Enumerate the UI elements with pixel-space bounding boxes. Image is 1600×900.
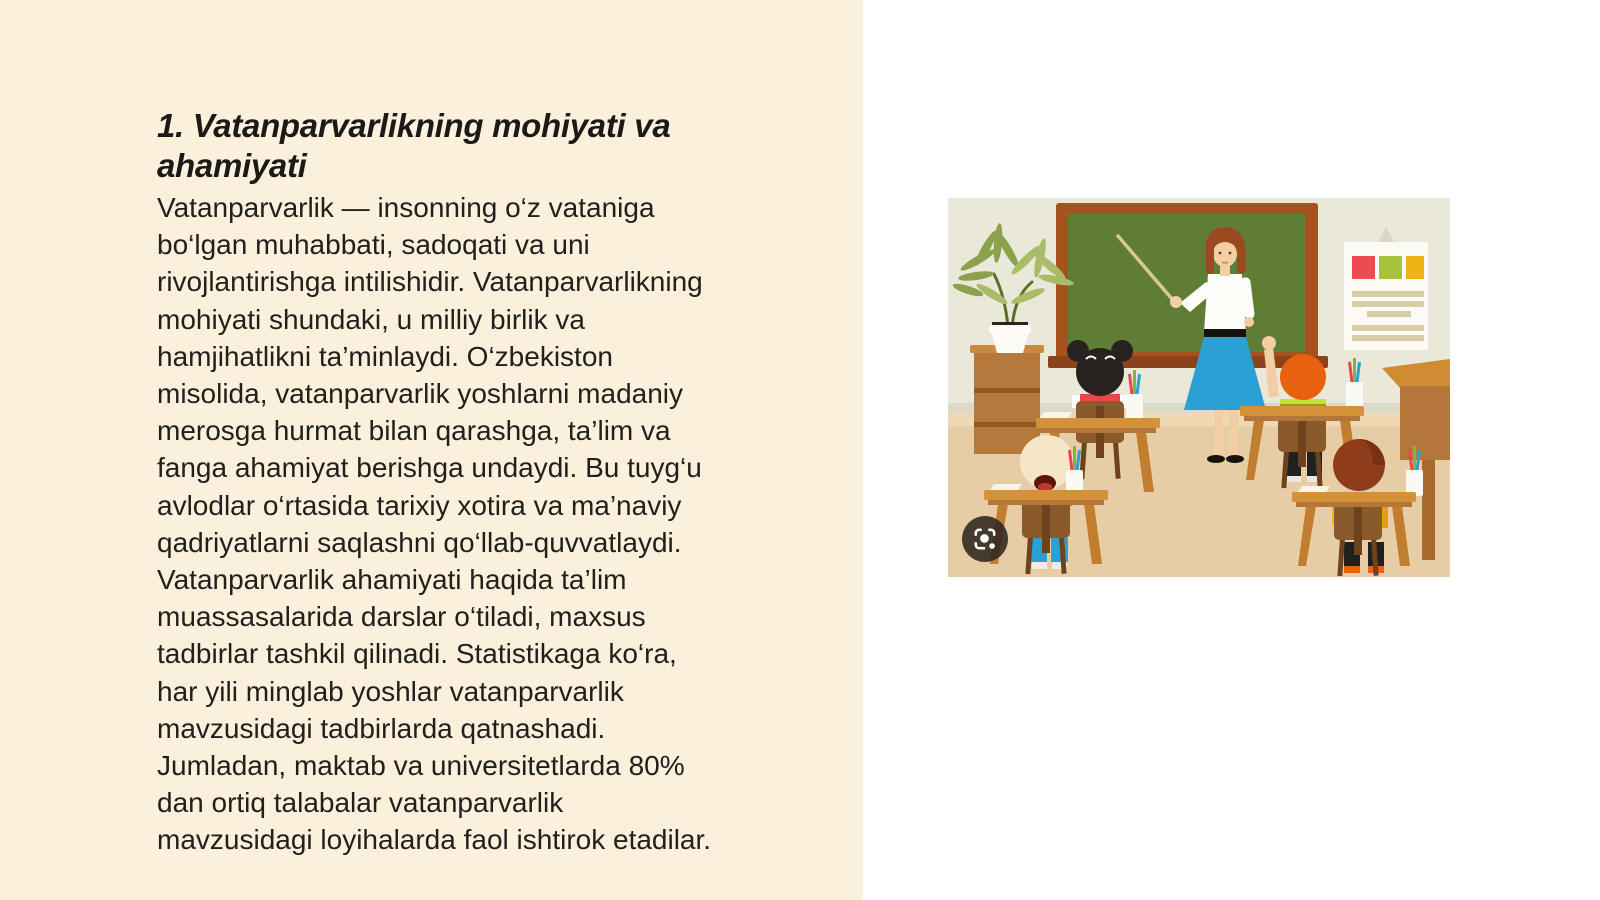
body-line: Jumladan, maktab va universitetlarda 80% <box>157 750 685 782</box>
body-line: qadriyatlarni saqlashni qo‘llab-quvvatlaydi. <box>157 526 682 558</box>
google-lens-button[interactable] <box>962 516 1008 562</box>
body-line: merosga hurmat bilan qarashga, ta’lim va <box>157 415 671 447</box>
cabinet <box>970 345 1044 454</box>
body-text <box>157 189 857 859</box>
title-line-2: ahamiyati <box>157 147 307 184</box>
body-line: mavzusidagi loyihalarda faol ishtirok etadilar. <box>157 824 712 856</box>
body-line: avlodlar o‘rtasida tarixiy xotira va ma’naviy <box>157 489 682 521</box>
body-line: Vatanparvarlik ahamiyati haqida ta’lim <box>157 564 627 596</box>
classroom-scene-image <box>948 198 1450 577</box>
classroom-illustration <box>948 198 1450 577</box>
title-line-1: 1. Vatanparvarlikning mohiyati va <box>157 107 671 144</box>
body-line: hamjihatlikni ta’minlaydi. O‘zbekiston <box>157 340 613 372</box>
body-line: bo‘lgan muhabbati, sadoqati va uni <box>157 229 590 261</box>
body-line: rivojlantirishga intilishidir. Vatanparvarlikning <box>157 266 703 298</box>
body-line: muassasalarida darslar o‘tiladi, maxsus <box>157 601 646 633</box>
google-lens-camera-icon <box>972 526 998 552</box>
body-line: dan ortiq talabalar vatanparvarlik <box>157 787 564 819</box>
body-line: Vatanparvarlik — insonning o‘z vataniga <box>157 192 655 223</box>
body-line: mavzusidagi tadbirlarda qatnashadi. <box>157 712 606 744</box>
body-line: mohiyati shundaki, u milliy birlik va <box>157 303 585 335</box>
body-line: har yili minglab yoshlar vatanparvarlik <box>157 675 624 707</box>
body-line: misolida, vatanparvarlik yoshlarni madaniy <box>157 378 684 410</box>
chalkboard <box>1048 203 1328 368</box>
page-title <box>157 106 847 186</box>
wall-poster <box>1344 226 1428 350</box>
body-line: tadbirlar tashkil qilinadi. Statistikaga ko‘ra, <box>157 638 677 670</box>
body-line: fanga ahamiyat berishga undaydi. Bu tuyg‘u <box>157 452 702 484</box>
